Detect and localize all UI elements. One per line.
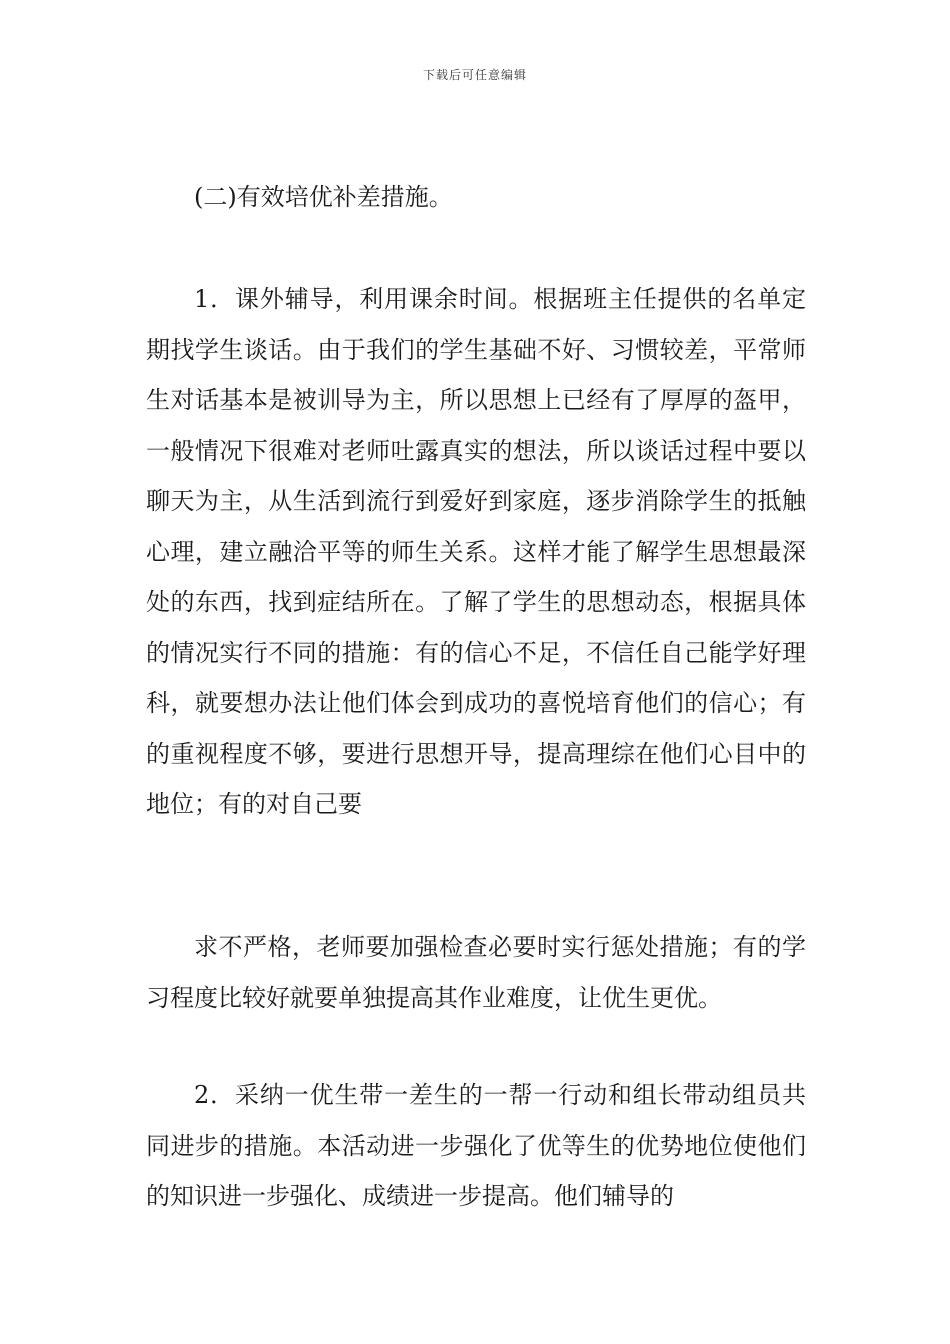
page-header-note: 下载后可任意编辑 — [422, 68, 527, 82]
paragraph-2: 求不严格，老师要加强检查必要时实行惩处措施；有的学习程度比较好就要单独提高其作业难度，让优生更优。 — [146, 933, 806, 1012]
section-heading: (二)有效培优补差措施。 — [194, 183, 453, 211]
paragraph-1: 1．课外辅导，利用课余时间。根据班主任提供的名单定期找学生谈话。由于我们的学生基础不好、习惯较差，平常师生对话基本是被训导为主，所以思想上已经有了厚厚的盔甲，一般情况下很难对老师吐露真实的想法，所以谈话过程中要以聊天为主，从生活到流行到爱好到家庭，逐步消除学生的抵触心理，建立融洽平等的师生关系。这样才能了解学生思想最深处的东西，找到症结所在。了解了学生的思想动态，根据具体的情况实行不同的措施：有的信心不足，不信任自己能学好理科，就要想办法让他们体会到成功的喜悦培育他们的信心；有的重视程度不够，要进行思想开导，提高理综在他们心目中的地位；有的对自己要 — [146, 285, 806, 818]
paragraph-3: 2．采纳一优生带一差生的一帮一行动和组长带动组员共同进步的措施。本活动进一步强化了优等生的优势地位使他们的知识进一步强化、成绩进一步提高。他们辅导的 — [146, 1081, 806, 1210]
